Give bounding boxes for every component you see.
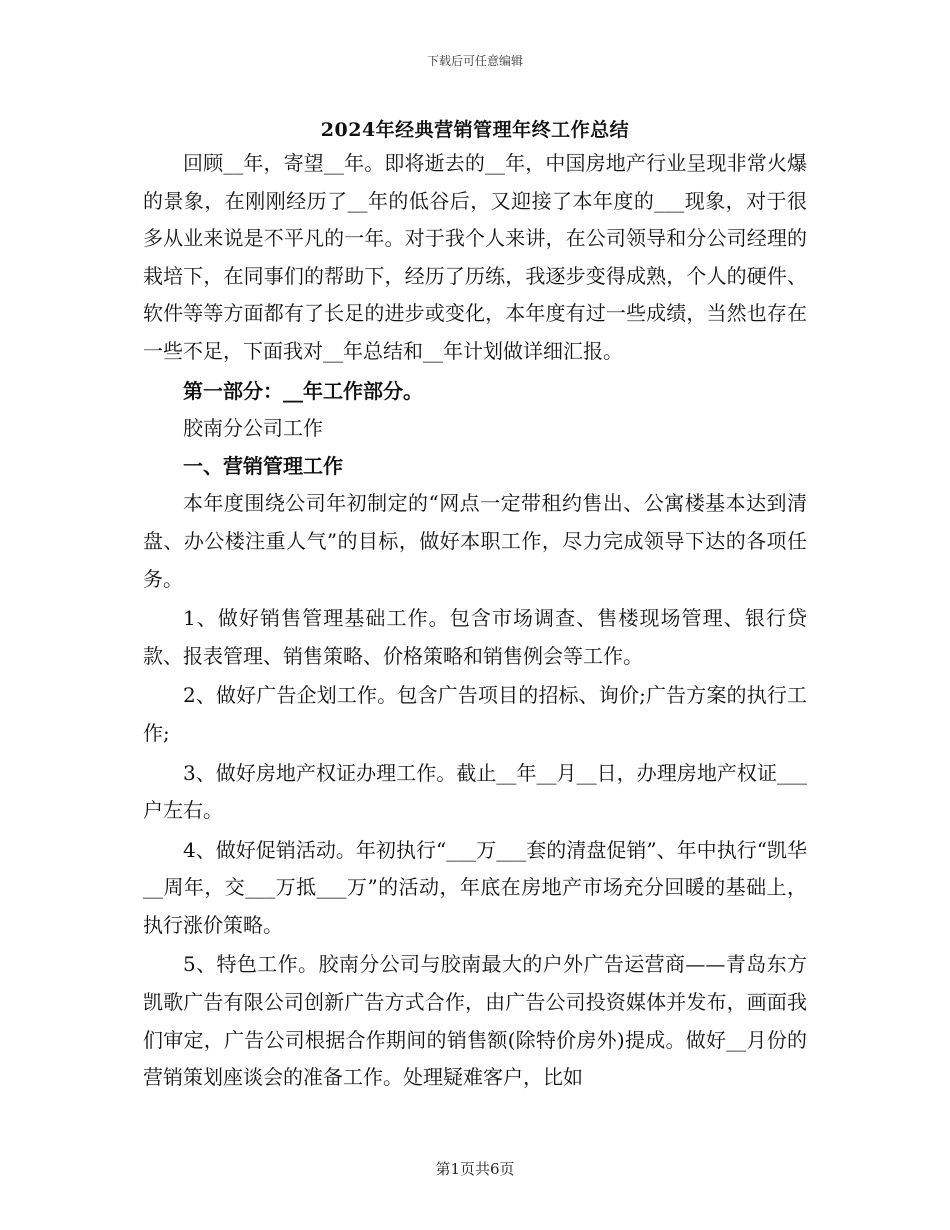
- page-footer: 第1页共6页: [435, 1160, 515, 1178]
- page-header: 下载后可任意编辑: [426, 54, 523, 68]
- section-heading-part-one: 第一部分：__年工作部分。: [183, 378, 423, 403]
- document-title: 2024年经典营销管理年终工作总结: [320, 119, 630, 141]
- paragraph-item-5: 5、特色工作。胶南分公司与胶南最大的户外广告运营商——青岛东方凯歌广告有限公司创新广告方式合作，由广告公司投资媒体并发布，画面我们审定，广告公司根据合作期间的销售额(除特价房外)提成。做好__月份的营销策划座谈会的准备工作。处理疑难客户，比如: [143, 952, 807, 1090]
- document-body: [143, 145, 807, 1097]
- paragraph-item-2: 2、做好广告企划工作。包含广告项目的招标、询价;广告方案的执行工作;: [143, 683, 807, 745]
- paragraph-intro: 回顾__年，寄望__年。即将逝去的__年，中国房地产行业呈现非常火爆的景象，在刚刚经历了__年的低谷后，又迎接了本年度的___现象，对于很多从业来说是不平凡的一年。对于我个人来讲，在公司领导和分公司经理的栽培下，在同事们的帮助下，经历了历练，我逐步变得成熟，个人的硬件、软件等等方面都有了长足的进步或变化，本年度有过一些成绩，当然也存在一些不足，下面我对__年总结和__年计划做详细汇报。: [143, 151, 807, 363]
- paragraph-item-1: 1、做好销售管理基础工作。包含市场调查、售楼现场管理、银行贷款、报表管理、销售策略、价格策略和销售例会等工作。: [143, 606, 807, 668]
- paragraph-item-4: 4、做好促销活动。年初执行“___万___套的清盘促销”、年中执行“凯华__周年，交___万抵___万”的活动，年底在房地产市场充分回暖的基础上，执行涨价策略。: [143, 837, 807, 937]
- section-heading-marketing: 一、营销管理工作: [183, 453, 343, 478]
- paragraph-item-3: 3、做好房地产权证办理工作。截止__年__月__日，办理房地产权证___户左右。: [143, 760, 807, 823]
- paragraph-goals: 本年度围绕公司年初制定的“网点一定带租约售出、公寓楼基本达到清盘、办公楼注重人气”的目标，做好本职工作，尽力完成领导下达的各项任务。: [143, 491, 807, 591]
- paragraph-branch: 胶南分公司工作: [183, 416, 323, 441]
